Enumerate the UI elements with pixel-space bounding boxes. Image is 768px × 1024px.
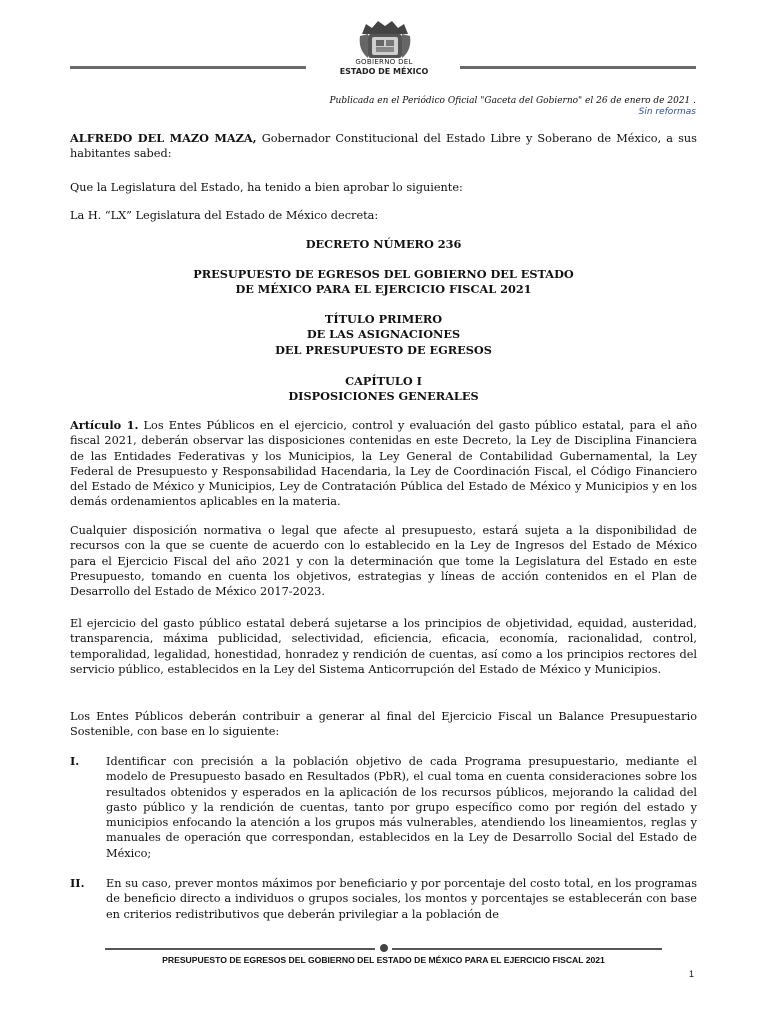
footer-rule-right (392, 948, 662, 950)
government-line-1: GOBIERNO DEL (355, 58, 413, 66)
footer-title: PRESUPUESTO DE EGRESOS DEL GOBIERNO DEL ESTADO DE MÉXICO PARA EL EJERCICIO FISCAL 2021 (162, 955, 605, 965)
state-coat-of-arms-icon (356, 16, 414, 62)
budget-title (70, 267, 697, 298)
header-rule-left (70, 66, 306, 69)
reforms-note: Sin reformas (638, 107, 696, 117)
budget-title-line-2: DE MÉXICO PARA EL EJERCICIO FISCAL 2021 (235, 282, 532, 297)
footer-rule-left (105, 948, 375, 950)
budget-title-line-1: PRESUPUESTO DE EGRESOS DEL GOBIERNO DEL ESTADO (193, 267, 574, 281)
government-logo-text (322, 58, 446, 76)
title-heading-line-1: TÍTULO PRIMERO (324, 312, 443, 326)
article-1-label: Artículo 1. (70, 418, 139, 432)
chapter-heading (70, 374, 697, 405)
spending-principles-paragraph: El ejercicio del gasto público estatal deberá sujetarse a los principios de objetividad, equidad, austeridad, transparencia, máxima publicidad, selectividad, eficiencia, eficacia, economía, racionalidad, control, temporalidad, legalidad, honestidad, honradez y rendición de cuentas, así como a los principios rectores del servicio público, establecidos en la Ley del Sistema Anticorrupción del Estado de México y Municipios. (70, 617, 697, 676)
decree-number: DECRETO NÚMERO 236 (305, 237, 462, 251)
article-1-paragraph (70, 418, 697, 510)
chapter-heading-line-2: DISPOSICIONES GENERALES (288, 389, 479, 404)
title-heading (70, 312, 697, 358)
legislature-approval-text: Que la Legislatura del Estado, ha tenido a bien aprobar lo siguiente: (70, 181, 463, 194)
legislature-decree-text: La H. “LX” Legislatura del Estado de México decreta: (70, 209, 379, 222)
governor-name: ALFREDO DEL MAZO MAZA, (70, 131, 257, 145)
article-1-text: Los Entes Públicos en el ejercicio, control y evaluación del gasto público estatal, para el año fiscal 2021, deberán observar las disposiciones contenidas en este Decreto, la Ley de Disciplina Financiera de las Entidades Federativas y los Municipios, la Ley General de Contabilidad Gubernamental, la Ley Federal de Presupuesto y Responsabilidad Hacendaria, la Ley de Coordinación Fiscal, el Código Financiero del Estado de México y Municipios, Ley de Contratación Pública del Estado de México y Municipios y en los demás ordenamientos aplicables en la materia. (70, 419, 697, 509)
governor-text: Gobernador Constitucional del Estado Libre y Soberano de México, a sus habitantes sabed: (70, 132, 697, 161)
title-heading-line-2: DE LAS ASIGNACIONES (306, 327, 461, 342)
list-item-text: Identificar con precisión a la población objetivo de cada Programa presupuestario, mediante el modelo de Presupuesto basado en Resultados (PbR), el cual toma en cuenta consideraciones sobre los resultados obtenidos y esperados en la aplicación de los recursos públicos, mejorando la calidad del gasto público y la rendición de cuentas, tanto por grupo específico como por región del estado y municipios enfocando la atención a los grupos más vulnerables, atendiendo los lineamientos, reglas y manuales de operación que correspondan, establecidos en la Ley de Desarrollo Social del Estado de México; (106, 755, 697, 860)
title-heading-line-3: DEL PRESUPUESTO DE EGRESOS (275, 342, 492, 357)
list-item-number: II. (70, 876, 85, 890)
balance-paragraph: Los Entes Públicos deberán contribuir a generar al final del Ejercicio Fiscal un Balance Presupuestario Sostenible, con base en lo siguiente: (70, 710, 697, 739)
list-item-number: I. (70, 754, 80, 768)
page-number: 1 (688, 969, 694, 979)
chapter-heading-line-1: CAPÍTULO I (345, 374, 422, 388)
governor-paragraph (70, 131, 697, 162)
budget-availability-paragraph: Cualquier disposición normativa o legal que afecte al presupuesto, estará sujeta a la disponibilidad de recursos con la que se cuente de acuerdo con lo establecido en la Ley de Ingresos del Estado de México para el Ejercicio Fiscal del año 2021 y con la determinación que tome la Legislatura del Estado en este Presupuesto, tomando en cuenta los objetivos, estrategias y líneas de acción contenidos en el Plan de Desarrollo del Estado de México 2017-2023. (70, 524, 697, 599)
publication-note: Publicada en el Periódico Oficial "Gaceta del Gobierno" el 26 de enero de 2021 . (329, 96, 696, 106)
list-item-text: En su caso, prever montos máximos por beneficiario y por porcentaje del costo total, en los programas de beneficio directo a individuos o grupos sociales, los montos y porcentajes se establecerán con base en criterios redistributivos que deberán privilegiar a la población de (106, 877, 697, 921)
government-line-2: ESTADO DE MÉXICO (339, 67, 429, 76)
header-rule-right (460, 66, 696, 69)
footer-ornament-icon (380, 944, 388, 952)
